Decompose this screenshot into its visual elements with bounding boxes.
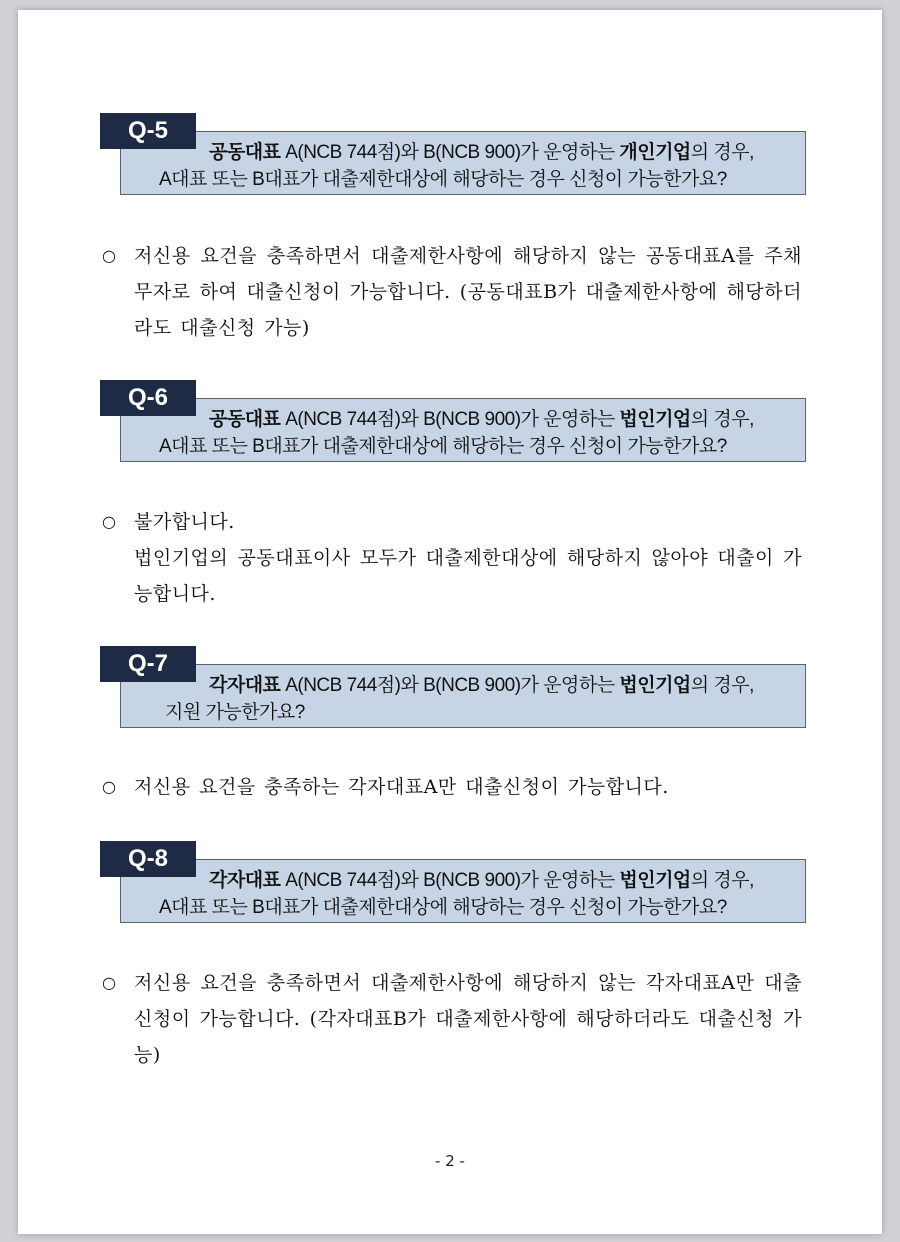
question-line-1 xyxy=(209,670,754,697)
question-text: 의 경우, xyxy=(690,870,754,891)
question-line-1 xyxy=(209,404,754,431)
question-keyword: 법인기업 xyxy=(619,675,691,696)
answer-text: 저신용 요건을 충족하면서 대출제한사항에 해당하지 않는 각자대표A만 대출신청이 가능합니다. (각자대표B가 대출제한사항에 해당하더라도 대출신청 가능) xyxy=(134,972,802,1066)
question-keyword: 공동대표 xyxy=(209,142,281,163)
question-label: Q-8 xyxy=(100,841,196,877)
question-keyword: 각자대표 xyxy=(209,675,281,696)
bullet-circle-icon: ○ xyxy=(102,246,116,265)
question-line-2: 지원 가능한가요? xyxy=(165,702,305,723)
question-line-1 xyxy=(209,137,754,164)
answer-q8 xyxy=(102,965,802,1073)
question-text: A(NCB 744점)와 B(NCB 900)가 운영하는 xyxy=(280,409,620,430)
question-keyword: 개인기업 xyxy=(619,142,691,163)
question-keyword: 법인기업 xyxy=(619,870,691,891)
question-box xyxy=(120,131,806,195)
question-keyword: 각자대표 xyxy=(209,870,281,891)
question-line-2: A대표 또는 B대표가 대출제한대상에 해당하는 경우 신청이 가능한가요? xyxy=(159,897,727,918)
question-text: 의 경우, xyxy=(690,675,754,696)
question-label: Q-6 xyxy=(100,380,196,416)
answer-first-line: 불가합니다. xyxy=(134,511,235,533)
question-line-2: A대표 또는 B대표가 대출제한대상에 해당하는 경우 신청이 가능한가요? xyxy=(159,169,727,190)
question-box xyxy=(120,664,806,728)
document-page xyxy=(18,10,882,1234)
question-text: 의 경우, xyxy=(690,409,754,430)
question-line-2: A대표 또는 B대표가 대출제한대상에 해당하는 경우 신청이 가능한가요? xyxy=(159,436,727,457)
question-box xyxy=(120,859,806,923)
question-text: 의 경우, xyxy=(690,142,754,163)
question-label: Q-7 xyxy=(100,646,196,682)
question-keyword: 법인기업 xyxy=(619,409,691,430)
answer-text: 저신용 요건을 충족하는 각자대표A만 대출신청이 가능합니다. xyxy=(134,776,669,798)
question-text: A(NCB 744점)와 B(NCB 900)가 운영하는 xyxy=(280,675,620,696)
bullet-circle-icon: ○ xyxy=(102,512,116,531)
answer-text: 저신용 요건을 충족하면서 대출제한사항에 해당하지 않는 공동대표A를 주채무자로 하여 대출신청이 가능합니다. (공동대표B가 대출제한사항에 해당하더라도 대출신청 가능) xyxy=(134,245,802,339)
page-number: - 2 - xyxy=(435,1152,465,1170)
question-keyword: 공동대표 xyxy=(209,409,281,430)
question-line-1 xyxy=(209,865,754,892)
question-text: A(NCB 744점)와 B(NCB 900)가 운영하는 xyxy=(280,142,620,163)
bullet-circle-icon: ○ xyxy=(102,973,116,992)
answer-q7 xyxy=(102,769,802,805)
question-box xyxy=(120,398,806,462)
answer-q5 xyxy=(102,238,802,346)
question-label: Q-5 xyxy=(100,113,196,149)
answer-text: 법인기업의 공동대표이사 모두가 대출제한대상에 해당하지 않아야 대출이 가능합니다. xyxy=(134,547,802,605)
question-text: A(NCB 744점)와 B(NCB 900)가 운영하는 xyxy=(280,870,620,891)
bullet-circle-icon: ○ xyxy=(102,777,116,796)
answer-q6 xyxy=(102,504,802,612)
